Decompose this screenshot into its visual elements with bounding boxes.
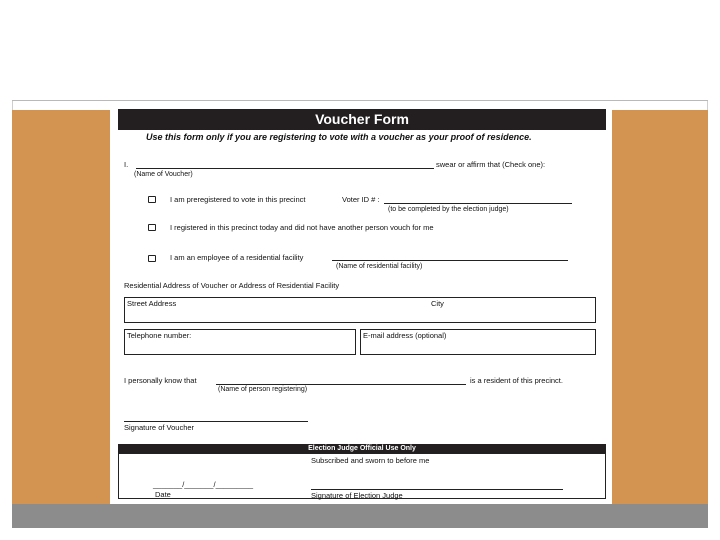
sworn-text: Subscribed and sworn to before me: [311, 456, 430, 465]
official-use-bar: Election Judge Official Use Only: [118, 444, 606, 453]
option-registered-today-label: I registered in this precinct today and did not have another person vouch for me: [170, 223, 434, 232]
form-title: Voucher Form: [118, 109, 606, 130]
voucher-signature-caption: Signature of Voucher: [124, 423, 195, 432]
voucher-form-page: [116, 104, 608, 504]
voter-id-label: Voter ID # :: [342, 195, 380, 204]
registrant-name-caption: (Name of person registering): [218, 386, 308, 393]
facility-name-line[interactable]: [332, 260, 568, 261]
right-accent-band: [612, 110, 708, 504]
date-caption: Date: [155, 490, 171, 499]
email-field[interactable]: [360, 329, 596, 355]
form-instructions: Use this form only if you are registering to vote with a voucher as your proof of residence.: [146, 132, 532, 142]
voucher-name-line[interactable]: [136, 168, 434, 169]
option-facility-employee-checkbox[interactable]: [148, 255, 156, 262]
option-preregistered-checkbox[interactable]: [148, 196, 156, 203]
telephone-label: Telephone number:: [127, 331, 192, 340]
telephone-field[interactable]: [124, 329, 356, 355]
city-label: City: [431, 299, 444, 308]
judge-signature-caption: Signature of Election Judge: [311, 491, 403, 500]
voucher-name-caption: (Name of Voucher): [134, 171, 193, 178]
option-facility-employee-label: I am an employee of a residential facility: [170, 253, 304, 262]
option-registered-today-checkbox[interactable]: [148, 224, 156, 231]
email-label: E-mail address (optional): [363, 331, 447, 340]
address-heading: Residential Address of Voucher or Address of Residential Facility: [124, 281, 340, 290]
voter-id-line[interactable]: [384, 203, 572, 204]
footer-bar: [12, 504, 708, 528]
intro-prefix: I.: [124, 160, 129, 169]
personal-know-suffix: is a resident of this precinct.: [470, 376, 563, 385]
left-accent-band: [12, 110, 110, 504]
option-preregistered-label: I am preregistered to vote in this precinct: [170, 195, 306, 204]
official-use-box: [118, 453, 606, 499]
voter-id-caption: (to be completed by the election judge): [388, 206, 509, 213]
facility-name-caption: (Name of residential facility): [336, 263, 423, 270]
voucher-signature-line[interactable]: [124, 421, 308, 422]
slide-title-area: [12, 12, 708, 100]
street-city-field[interactable]: [124, 297, 596, 323]
date-line[interactable]: _______/_______/_________: [153, 480, 254, 489]
street-address-label: Street Address: [127, 299, 177, 308]
personal-know-prefix: I personally know that: [124, 376, 197, 385]
intro-suffix: swear or affirm that (Check one):: [436, 160, 546, 169]
title-divider: [12, 100, 708, 101]
judge-signature-line[interactable]: [311, 489, 563, 490]
